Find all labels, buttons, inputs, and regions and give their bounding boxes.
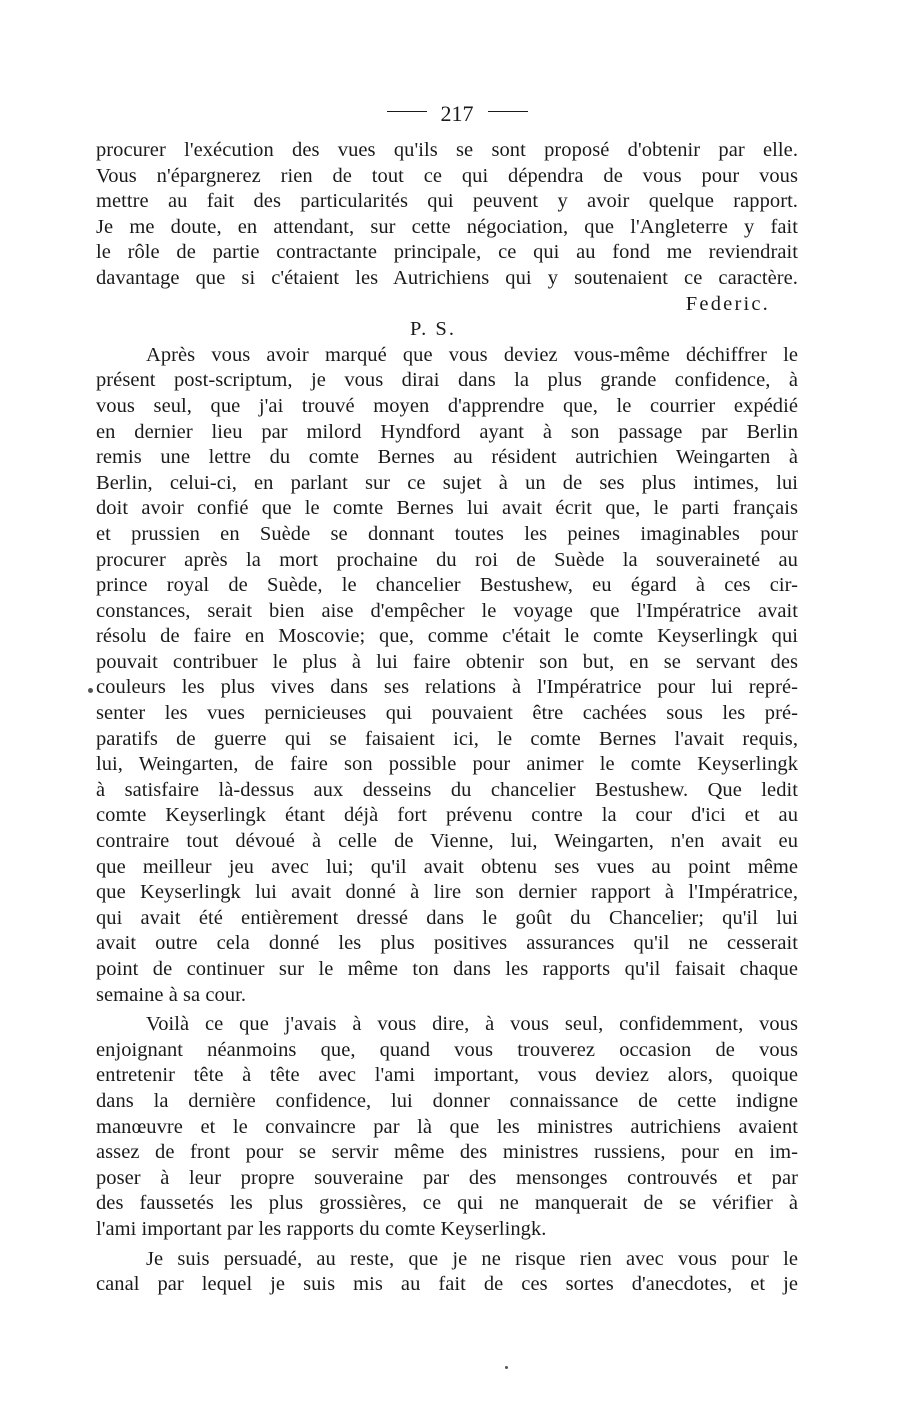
text-line: paratifs de guerre qui se faisaient ici, le comte Bernes l'avait requis, (96, 727, 798, 750)
text-line: résolu de faire en Moscovie; que, comme c'était le comte Keyserlingk qui (96, 625, 798, 648)
text-line: Je me doute, en attendant, sur cette négociation, que l'Angleterre y fait (96, 215, 798, 238)
text-line: comte Keyserlingk étant déjà fort prévenu contre la cour d'ici et au (96, 804, 798, 827)
text-line: mettre au fait des particularités qui peuvent y avoir quelque rapport. (96, 190, 798, 213)
text-line: contraire tout dévoué à celle de Vienne, lui, Weingarten, n'en avait eu (96, 830, 798, 853)
paragraph-postscript (96, 343, 798, 1008)
text-line: qui avait été entièrement dressé dans le goût du Chancelier; qu'il lui (96, 906, 798, 929)
text-line: l'ami important par les rapports du comte Keyserlingk. (96, 1217, 547, 1240)
paragraph-letter-end (96, 138, 798, 292)
page-header (96, 96, 798, 132)
text-line: des faussetés les plus grossières, ce qui ne manquerait de se vérifier à (96, 1192, 798, 1215)
text-line: canal par lequel je suis mis au fait de ces sortes d'anecdotes, et je (96, 1273, 798, 1296)
text-line: prince royal de Suède, le chancelier Bestushew, eu égard à ces cir- (96, 574, 798, 597)
scan-speck (505, 1366, 508, 1369)
text-line: davantage que si c'étaient les Autrichiens qui y soutenaient ce caractère. (96, 266, 798, 289)
text-line: Berlin, celui-ci, en parlant sur ce sujet à un de ses plus intimes, lui (96, 471, 798, 494)
text-line: à satisfaire là-dessus aux desseins du chancelier Bestushew. Que ledit (96, 778, 798, 801)
text-line: senter les vues pernicieuses qui pouvaient être cachées sous les pré- (96, 702, 798, 725)
text-line: enjoignant néanmoins que, quand vous trouverez occasion de vous (96, 1038, 798, 1061)
text-line: point de continuer sur le même ton dans les rapports qu'il faisait chaque (96, 958, 798, 980)
text-line: en dernier lieu par milord Hyndford ayant à son passage par Berlin (96, 420, 798, 443)
page-number: 217 (440, 101, 474, 126)
text-line: et prussien en Suède se donnant toutes les peines imaginables pour (96, 522, 798, 545)
text-line: entretenir tête à tête avec l'ami important, vous deviez alors, quoique (96, 1064, 798, 1087)
text-line: que meilleur jeu avec lui; qu'il avait obtenu ses vues au point même (96, 855, 798, 878)
text-line: manœuvre et le convaincre par là que les ministres autrichiens avaient (96, 1115, 798, 1138)
header-dash-right (488, 111, 528, 112)
text-line: assez de front pour se servir même des ministres russiens, pour en im- (96, 1141, 798, 1164)
paragraph-closing (96, 1247, 798, 1298)
scan-speck (88, 688, 93, 693)
text-line: couleurs les plus vives dans ses relations à l'Impératrice pour lui repré- (96, 676, 798, 699)
text-line: constances, serait bien aise d'empêcher le voyage que l'Impératrice avait (96, 599, 798, 622)
text-line: procurer l'exécution des vues qu'ils se sont proposé d'obtenir par elle. (96, 139, 798, 161)
text-line: avait outre cela donné les plus positives assurances qu'il ne cesserait (96, 932, 798, 955)
text-line: Voilà ce que j'avais à vous dire, à vous seul, confidemment, vous (146, 1013, 798, 1036)
text-line: semaine à sa cour. (96, 983, 247, 1006)
text-line: remis une lettre du comte Bernes au résident autrichien Weingarten à (96, 446, 798, 469)
text-line: Vous n'épargnerez rien de tout ce qui dépendra de vous pour vous (96, 164, 798, 187)
text-line: dans la dernière confidence, lui donner connaissance de cette indigne (96, 1089, 798, 1112)
text-line: lui, Weingarten, de faire son possible pour animer le comte Keyserlingk (96, 753, 798, 776)
postscript-heading: P. S. (410, 318, 456, 341)
text-line: procurer après la mort prochaine du roi de Suède la souveraineté au (96, 548, 798, 571)
text-line: pouvait contribuer le plus à lui faire obtenir son but, en se servant des (96, 650, 798, 673)
text-line: vous seul, que j'ai trouvé moyen d'apprendre que, le courrier expédié (96, 394, 798, 417)
text-line: Après vous avoir marqué que vous deviez vous-même déchiffrer le (146, 343, 798, 366)
text-line: doit avoir confié que le comte Bernes lui avait écrit que, le parti français (96, 497, 798, 520)
page (96, 96, 798, 1298)
text-line: Je suis persuadé, au reste, que je ne risque rien avec vous pour le (146, 1247, 798, 1270)
text-line: poser à leur propre souveraine par des mensonges controuvés et par (96, 1166, 798, 1189)
text-line: présent post-scriptum, je vous dirai dans la plus grande confidence, à (96, 369, 798, 392)
paragraph-instructions (96, 1012, 798, 1242)
signature: Federic. (685, 292, 770, 315)
header-dash-left (387, 111, 427, 112)
text-line: le rôle de partie contractante principale, ce qui au fond me reviendrait (96, 241, 798, 264)
text-line: que Keyserlingk lui avait donné à lire son dernier rapport à l'Impératrice, (96, 881, 798, 904)
